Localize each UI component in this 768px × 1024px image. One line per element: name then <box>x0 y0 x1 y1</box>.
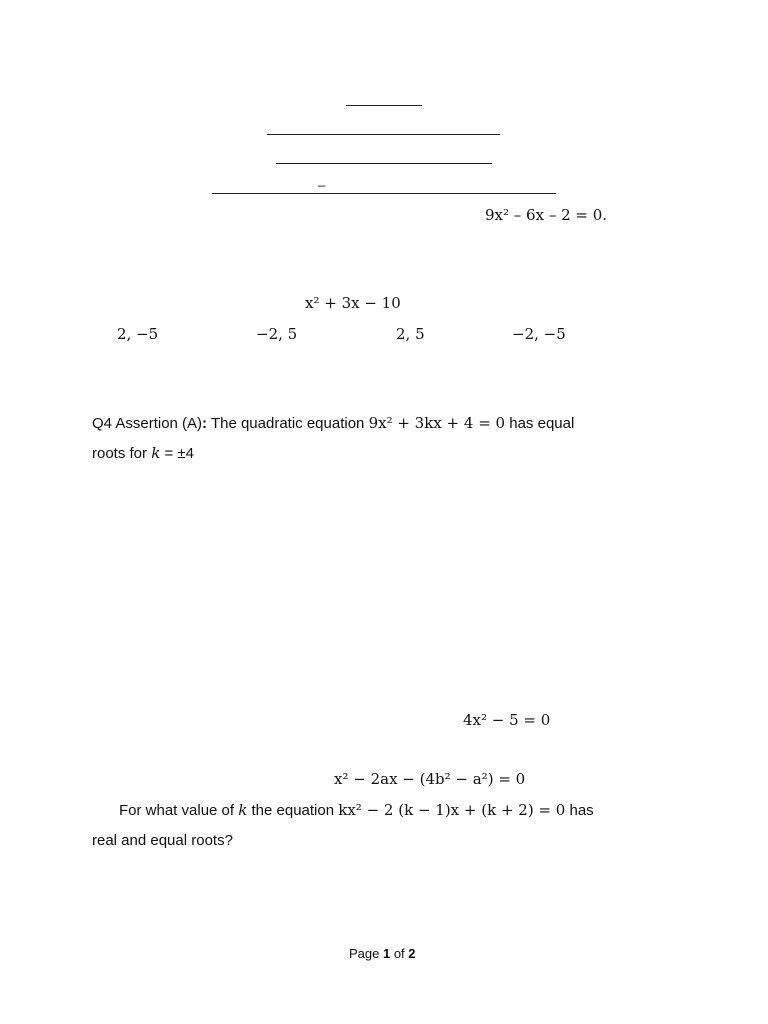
q4-line2-text: roots for <box>92 445 152 462</box>
q7-text-c: has <box>565 802 594 819</box>
page-footer <box>349 946 416 961</box>
q7-k: k <box>238 801 248 819</box>
stray-mark: _ <box>318 172 326 187</box>
q4-equation: 9x² + 3kx + 4 = 0 <box>368 414 506 432</box>
top-rule-3 <box>276 163 492 164</box>
q6-equation: x² − 2ax − (4b² − a²) = 0 <box>334 770 526 788</box>
q4-close: ) <box>197 415 203 432</box>
q4-line-2 <box>92 444 194 462</box>
q4-colon: : <box>202 415 208 432</box>
q2-option-c: 2, 5 <box>396 325 425 343</box>
footer-of-word: of <box>390 946 409 961</box>
q2-option-a: 2, −5 <box>117 325 159 343</box>
q4-k: k <box>151 444 161 462</box>
q7-text-b: the equation <box>247 802 339 819</box>
top-rule-2 <box>267 134 500 135</box>
q7-line-1 <box>119 801 594 819</box>
q5-equation: 4x² − 5 = 0 <box>463 711 551 729</box>
q7-equation: kx² − 2 (k − 1)x + (k + 2) = 0 <box>338 801 566 819</box>
q4-line-1 <box>92 414 574 432</box>
top-rule-1 <box>346 105 422 106</box>
q4-text-a: The quadratic equation <box>207 415 369 432</box>
top-rule-4 <box>212 193 556 194</box>
footer-current-page: 1 <box>382 946 391 961</box>
q7-text-a: For what value of <box>119 802 239 819</box>
q2-option-b: −2, 5 <box>256 325 298 343</box>
footer-page-word: Page <box>349 946 383 961</box>
footer-total-pages: 2 <box>408 946 416 961</box>
q1-equation: 9x² – 6x – 2 = 0. <box>485 206 608 224</box>
q2-expression: x² + 3x − 10 <box>305 294 401 312</box>
q4-line2-end: = ±4 <box>160 445 194 462</box>
q7-line-2: real and equal roots? <box>92 832 233 849</box>
q4-prefix: Q4 Assertion (A <box>92 415 198 432</box>
q2-option-d: −2, −5 <box>512 325 566 343</box>
q4-text-b: has equal <box>505 415 575 432</box>
